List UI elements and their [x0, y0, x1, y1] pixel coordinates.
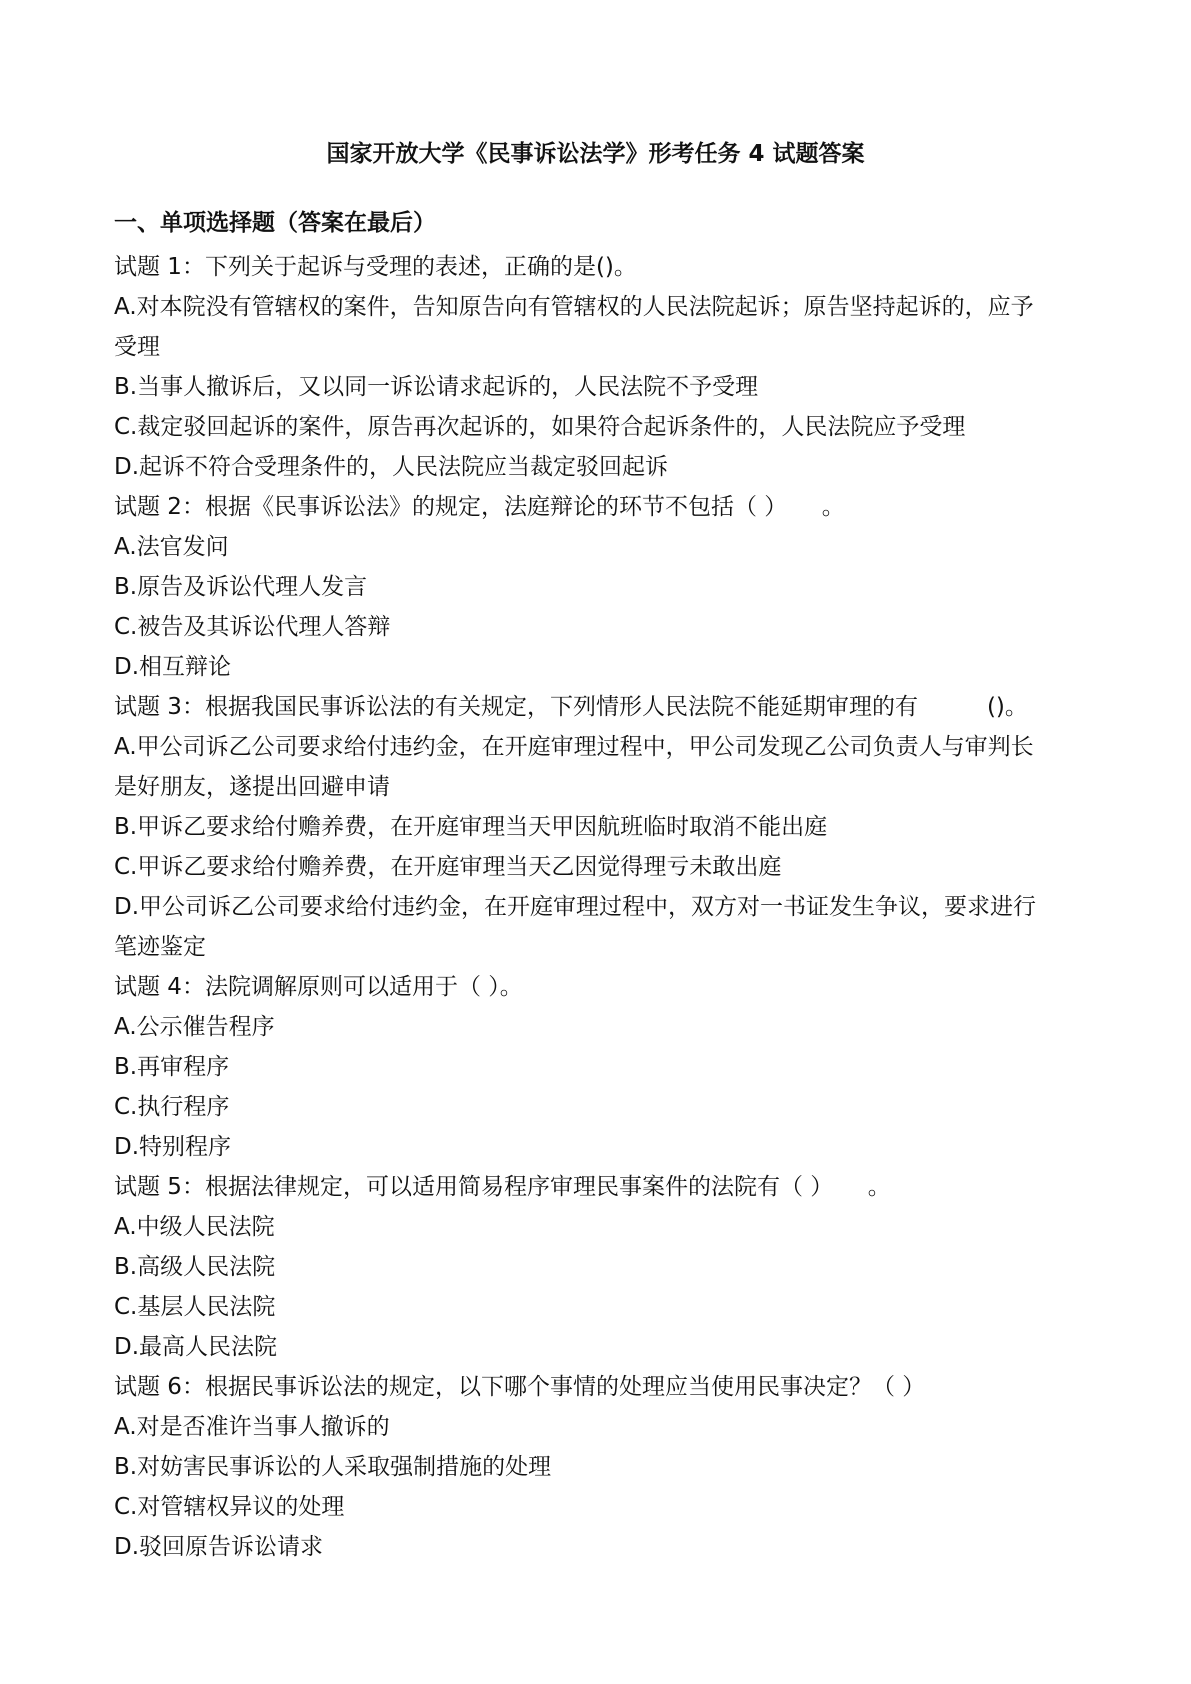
answer-option: B.高级人民法院 [114, 1254, 276, 1280]
answer-option: C.裁定驳回起诉的案件，原告再次起诉的，如果符合起诉条件的，人民法院应予受理 [114, 414, 966, 440]
answer-option: A.甲公司诉乙公司要求给付违约金，在开庭审理过程中，甲公司发现乙公司负责人与审判长 [114, 734, 1034, 760]
question-stem: 试题 1：下列关于起诉与受理的表述，正确的是()。 [114, 254, 637, 280]
answer-option: A.公示催告程序 [114, 1014, 275, 1040]
answer-option: D.驳回原告诉讼请求 [114, 1534, 324, 1560]
question-list [114, 247, 1084, 1567]
answer-option: B.再审程序 [114, 1054, 230, 1080]
answer-option: C.执行程序 [114, 1094, 230, 1120]
answer-option: C.基层人民法院 [114, 1294, 276, 1320]
answer-option: A.法官发问 [114, 534, 229, 560]
text-continuation: 是好朋友，遂提出回避申请 [114, 774, 390, 800]
answer-option: A.中级人民法院 [114, 1214, 275, 1240]
section-heading: 一、单项选择题（答案在最后） [114, 210, 436, 236]
document-title: 国家开放大学《民事诉讼法学》形考任务 4 试题答案 [326, 141, 865, 167]
answer-option: C.甲诉乙要求给付赡养费，在开庭审理当天乙因觉得理亏未敢出庭 [114, 854, 782, 880]
answer-option: D.特别程序 [114, 1134, 232, 1160]
answer-option: D.起诉不符合受理条件的，人民法院应当裁定驳回起诉 [114, 454, 669, 480]
answer-option: B.甲诉乙要求给付赡养费，在开庭审理当天甲因航班临时取消不能出庭 [114, 814, 828, 840]
answer-option: B.当事人撤诉后，又以同一诉讼请求起诉的，人民法院不予受理 [114, 374, 759, 400]
text-continuation: 受理 [114, 334, 160, 360]
question-stem: 试题 5：根据法律规定，可以适用简易程序审理民事案件的法院有（ ） 。 [114, 1174, 891, 1200]
question-stem: 试题 2：根据《民事诉讼法》的规定，法庭辩论的环节不包括（ ） 。 [114, 494, 845, 520]
answer-option: A.对本院没有管辖权的案件，告知原告向有管辖权的人民法院起诉；原告坚持起诉的，应予 [114, 294, 1034, 320]
answer-option: B.对妨害民事诉讼的人采取强制措施的处理 [114, 1454, 552, 1480]
text-continuation: 笔迹鉴定 [114, 934, 206, 960]
answer-option: B.原告及诉讼代理人发言 [114, 574, 368, 600]
answer-option: C.被告及其诉讼代理人答辩 [114, 614, 391, 640]
question-stem: 试题 4：法院调解原则可以适用于（ ）。 [114, 974, 523, 1000]
question-stem: 试题 3：根据我国民事诉讼法的有关规定，下列情形人民法院不能延期审理的有 ()。 [114, 694, 1028, 720]
answer-option: D.相互辩论 [114, 654, 232, 680]
answer-option: D.甲公司诉乙公司要求给付违约金，在开庭审理过程中，双方对一书证发生争议，要求进行 [114, 894, 1037, 920]
answer-option: A.对是否准许当事人撤诉的 [114, 1414, 390, 1440]
answer-option: C.对管辖权异议的处理 [114, 1494, 345, 1520]
answer-option: D.最高人民法院 [114, 1334, 278, 1360]
question-stem: 试题 6：根据民事诉讼法的规定，以下哪个事情的处理应当使用民事决定？（ ） [114, 1374, 926, 1400]
